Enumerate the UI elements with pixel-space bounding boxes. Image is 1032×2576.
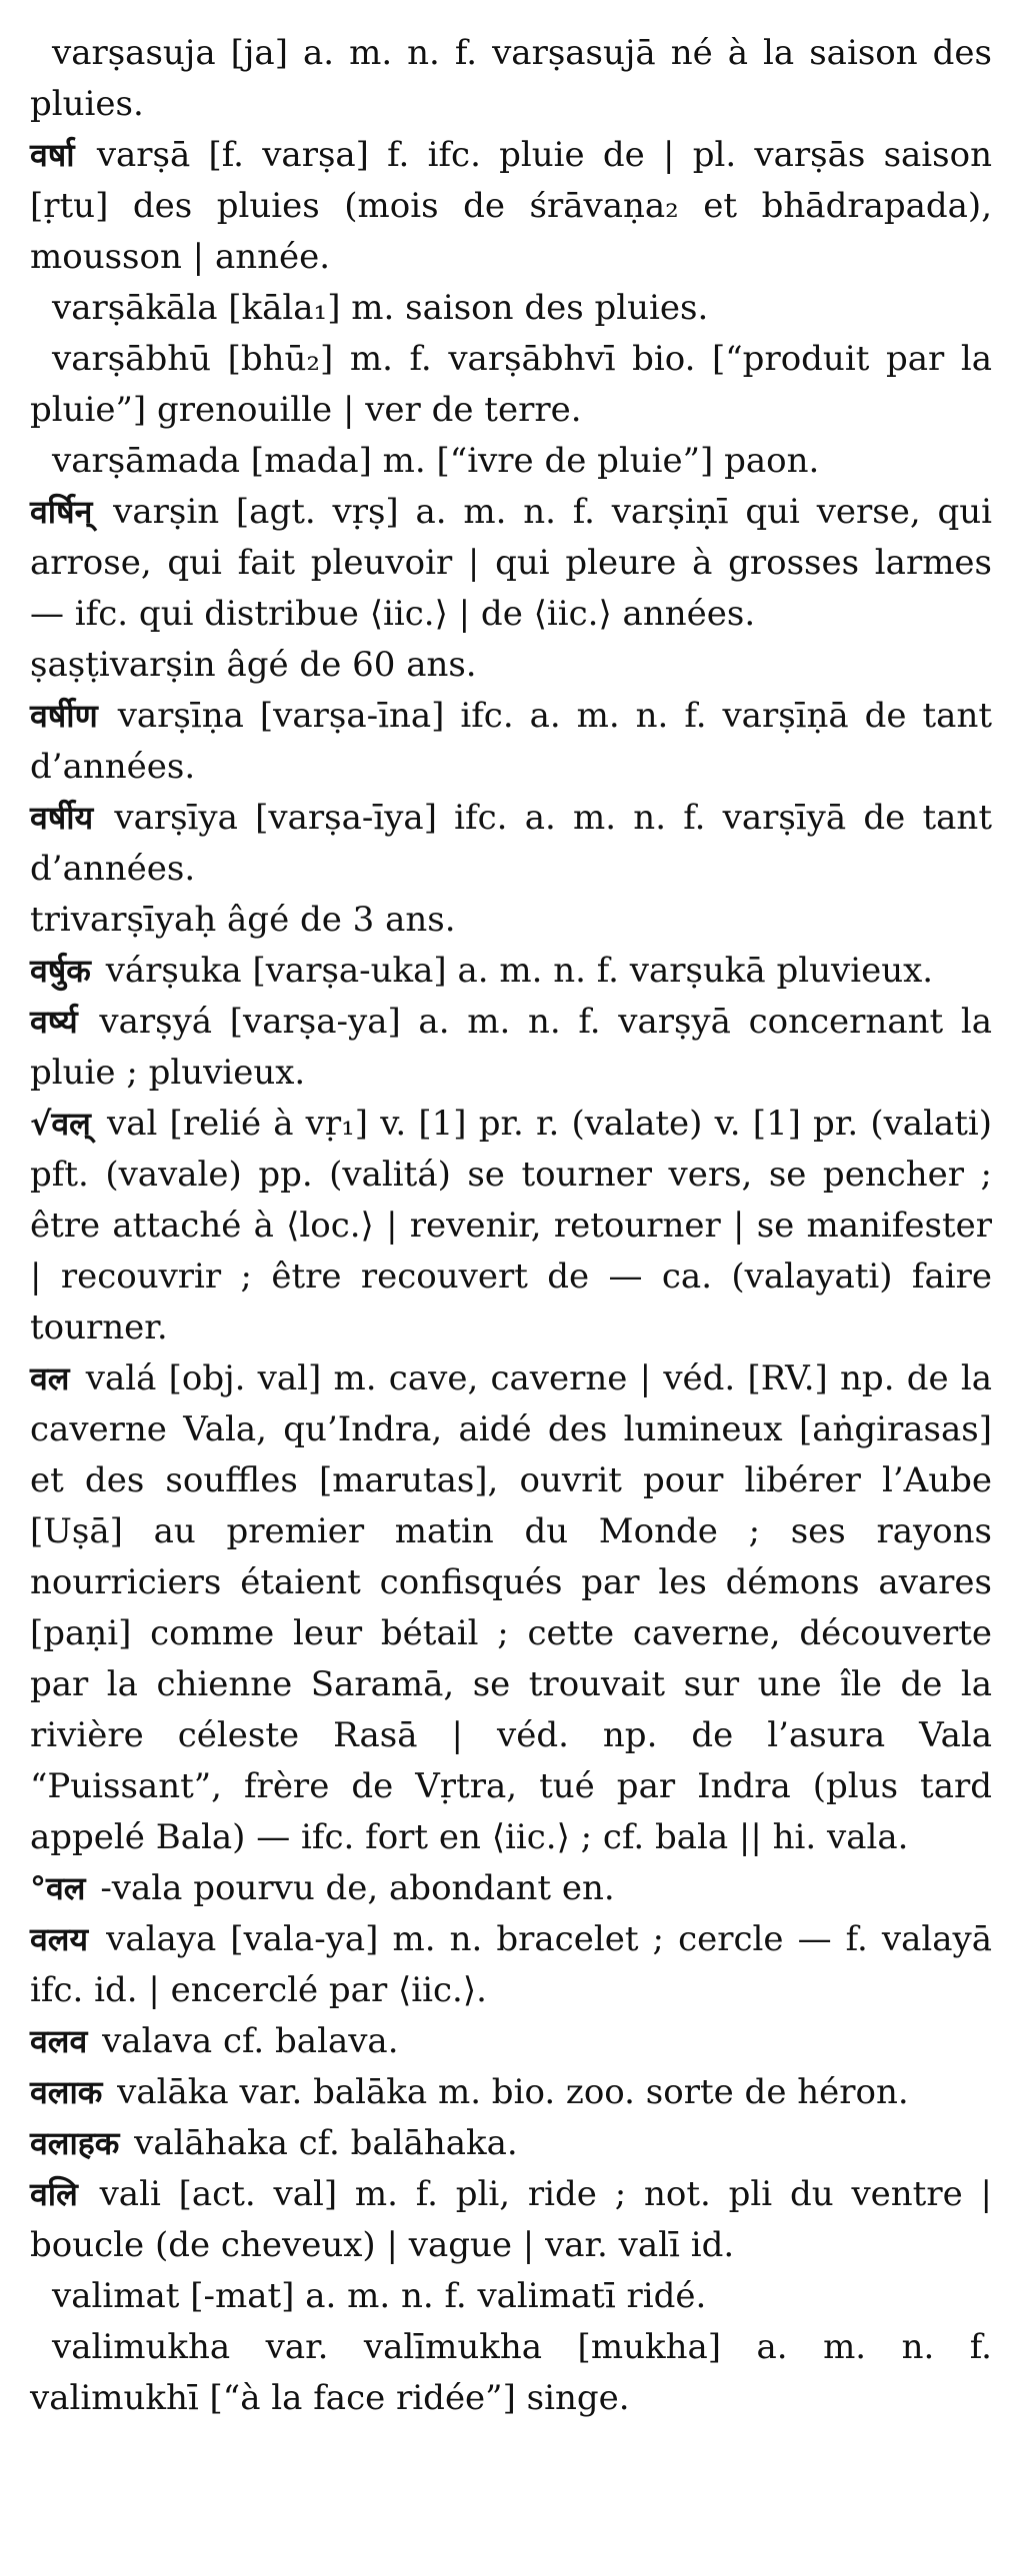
entry-sastivarsin: ṣaṣṭivarṣin âgé de 60 ans. <box>30 645 477 685</box>
entry-varsa <box>30 130 992 283</box>
entry-val-root <box>30 1099 992 1353</box>
entry-valimukha: valimukha var. valīmukha [mukha] a. m. n. f. valimukhī [“à la face ridée”] singe. <box>30 2327 992 2418</box>
entry-varsiya <box>30 793 992 895</box>
entry-varsuka <box>30 946 992 997</box>
entry-vali <box>30 2169 992 2271</box>
entry-valava <box>30 2016 992 2067</box>
entry-text: varṣīṇa [varṣa-īna] ifc. a. m. n. f. varṣīṇā de tant d’années. <box>30 696 992 787</box>
devanagari-headword: वलय <box>30 1920 89 1958</box>
entry-valahaka <box>30 2118 992 2169</box>
entry-valimat: valimat [-mat] a. m. n. f. valimatī ridé. <box>52 2276 707 2316</box>
devanagari-headword: वर्ष्य <box>30 1003 78 1041</box>
entry-varsya <box>30 997 992 1099</box>
devanagari-headword: वल <box>30 1359 70 1397</box>
devanagari-headword: वलाक <box>30 2073 103 2111</box>
entry-text: varṣā [f. varṣa] f. ifc. pluie de | pl. varṣās saison [ṛtu] des pluies (mois de śrāvaṇa₂ et bhādrapada), mousson | année. <box>30 135 992 277</box>
entry-varsin <box>30 487 992 640</box>
devanagari-headword: °वल <box>30 1869 86 1907</box>
entry-text: varṣyá [varṣa-ya] a. m. n. f. varṣyā concernant la pluie ; pluvieux. <box>30 1002 992 1093</box>
entry-valaka <box>30 2067 992 2118</box>
entry-varsamada: varṣāmada [mada] m. [“ivre de pluie”] paon. <box>52 441 820 481</box>
entry-vala-suffix <box>30 1863 992 1914</box>
entry-text: valaya [vala-ya] m. n. bracelet ; cercle — f. valayā ifc. id. | encerclé par ⟨iic.⟩. <box>30 1919 993 2010</box>
entry-text: várṣuka [varṣa-uka] a. m. n. f. varṣukā pluvieux. <box>105 951 934 991</box>
entry-varsabhu: varṣābhū [bhū₂] m. f. varṣābhvī bio. [“produit par la pluie”] grenouille | ver de terre. <box>30 339 992 430</box>
entry-text: varṣīya [varṣa-īya] ifc. a. m. n. f. varṣīyā de tant d’années. <box>30 798 992 889</box>
devanagari-headword: वर्षिन् <box>30 493 93 531</box>
devanagari-headword: वर्षुक <box>30 952 91 990</box>
devanagari-headword: वर्षा <box>30 136 75 174</box>
entry-varsasuja: varṣasuja [ja] a. m. n. f. varṣasujā né à la saison des pluies. <box>30 33 992 124</box>
devanagari-headword: √वल् <box>30 1105 91 1143</box>
devanagari-headword: वर्षीय <box>30 799 94 837</box>
entry-varsakala: varṣākāla [kāla₁] m. saison des pluies. <box>52 288 709 328</box>
entry-trivarsiyah: trivarṣīyaḥ âgé de 3 ans. <box>30 900 456 940</box>
devanagari-headword: वर्षीण <box>30 697 98 735</box>
entry-vala <box>30 1353 992 1863</box>
entry-text: vali [act. val] m. f. pli, ride ; not. pli du ventre | boucle (de cheveux) | vague | var. valī id. <box>30 2174 992 2265</box>
devanagari-headword: वलव <box>30 2022 88 2060</box>
entry-text: valava cf. balava. <box>102 2021 399 2061</box>
entry-text: valá [obj. val] m. cave, caverne | véd. [RV.] np. de la caverne Vala, qu’Indra, aidé des lumineux [aṅgirasas] et des souffles [marutas], ouvrit pour libérer l’Aube [Uṣā] au premier matin du Monde ; ses rayons nourriciers étaient confisqués par les démons avares [paṇi] comme leur bétail ; cette caverne, découverte par la chienne Saramā, se trouvait sur une île de la rivière céleste Rasā | véd. np. de l’asura Vala “Puissant”, frère de Vṛtra, tué par Indra (plus tard appelé Bala) — ifc. fort en ⟨iic.⟩ ; cf. bala || hi. vala. <box>30 1358 992 1857</box>
entry-text: varṣin [agt. vṛṣ] a. m. n. f. varṣiṇī qui verse, qui arrose, qui fait pleuvoir | qui pleure à grosses larmes — ifc. qui distribue ⟨iic.⟩ | de ⟨iic.⟩ années. <box>30 492 992 634</box>
entry-text: valāhaka cf. balāhaka. <box>134 2123 518 2163</box>
entry-text: val [relié à vṛ₁] v. [1] pr. r. (valate) v. [1] pr. (valati) pft. (vavale) pp. (valitá) se tourner vers, se pencher ; être attaché à ⟨loc.⟩ | revenir, retourner | se manifester | recouvrir ; être recouvert de — ca. (valayati) faire tourner. <box>30 1104 993 1347</box>
entry-valaya <box>30 1914 992 2016</box>
devanagari-headword: वलि <box>30 2175 78 2213</box>
entry-varsina <box>30 691 992 793</box>
entry-text: valāka var. balāka m. bio. zoo. sorte de héron. <box>117 2072 909 2112</box>
devanagari-headword: वलाहक <box>30 2124 120 2162</box>
entry-text: -vala pourvu de, abondant en. <box>100 1868 615 1908</box>
